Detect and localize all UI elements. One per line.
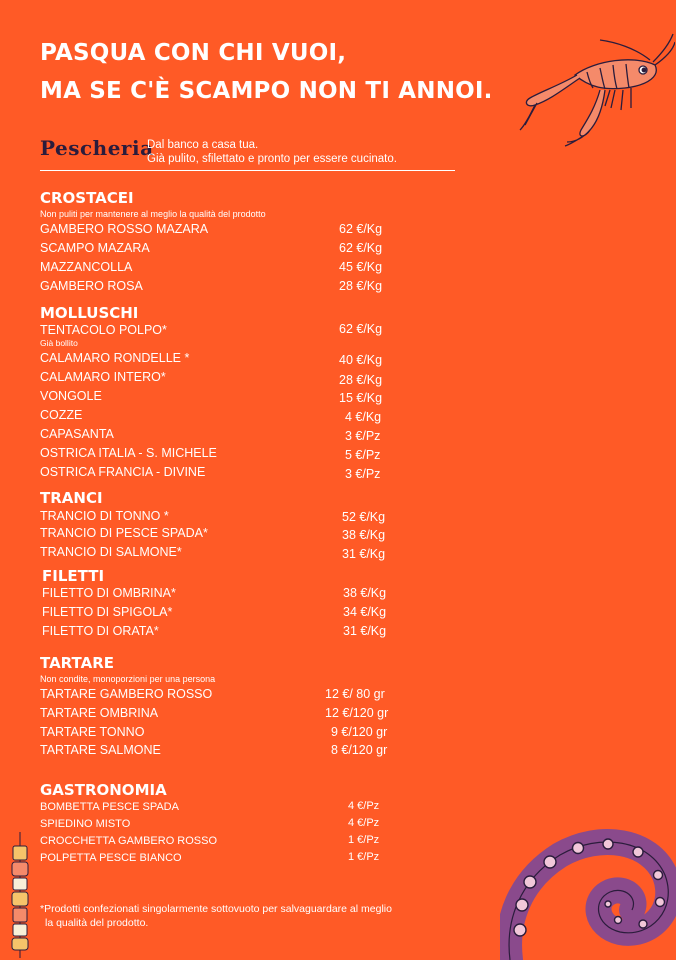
item-note: Già bollito	[40, 338, 78, 348]
item-price: 1 €/Pz	[348, 851, 380, 863]
section-note-crostacei: Non puliti per mantenere al meglio la qualità del prodotto	[40, 209, 266, 219]
item-name: MAZZANCOLLA	[40, 260, 133, 274]
shrimp-illustration	[515, 30, 675, 160]
item-price: 38 €/Kg	[342, 528, 386, 542]
section-title-filetti: FILETTI	[42, 567, 105, 585]
section-title-molluschi: MOLLUSCHI	[40, 304, 139, 322]
item-name: BOMBETTA PESCE SPADA	[40, 801, 179, 813]
item-price: 15 €/Kg	[339, 391, 383, 405]
item-name: TARTARE TONNO	[40, 725, 145, 739]
item-name: VONGOLE	[40, 389, 102, 403]
brand-logo: Pescheria	[40, 136, 154, 160]
item-name: OSTRICA FRANCIA - DIVINE	[40, 465, 206, 479]
footnote-line-1: *Prodotti confezionati singolarmente sottovuoto per salvaguardare al meglio	[40, 903, 392, 915]
section-title-gastronomia: GASTRONOMIA	[40, 781, 167, 799]
item-name: SCAMPO MAZARA	[40, 241, 150, 255]
item-price: 4 €/Pz	[348, 817, 380, 829]
item-price: 8 €/120 gr	[331, 743, 388, 757]
octopus-tentacle-illustration	[500, 820, 676, 960]
item-price: 1 €/Pz	[348, 834, 380, 846]
footnote	[40, 902, 480, 930]
section-title-tartare: TARTARE	[40, 654, 115, 672]
item-price: 4 €/Pz	[348, 800, 380, 812]
item-price: 4 €/Kg	[345, 410, 382, 424]
item-price: 40 €/Kg	[339, 353, 383, 367]
item-name: COZZE	[40, 408, 83, 422]
item-price: 62 €/Kg	[339, 322, 383, 336]
item-name: FILETTO DI OMBRINA*	[42, 586, 176, 600]
item-name: POLPETTA PESCE BIANCO	[40, 852, 182, 864]
item-name: CALAMARO RONDELLE *	[40, 351, 190, 365]
item-name: GAMBERO ROSA	[40, 279, 143, 293]
brand-tagline-line-2: Già pulito, sfilettato e pronto per essere cucinato.	[147, 153, 397, 165]
headline-line-2: MA SE C'È SCAMPO NON TI ANNOI.	[40, 78, 493, 104]
item-price: 31 €/Kg	[343, 624, 387, 638]
section-title-tranci: TRANCI	[40, 489, 103, 507]
item-name: FILETTO DI ORATA*	[42, 624, 159, 638]
item-price: 34 €/Kg	[343, 605, 387, 619]
item-name: FILETTO DI SPIGOLA*	[42, 605, 173, 619]
item-name: OSTRICA ITALIA - S. MICHELE	[40, 446, 217, 460]
item-price: 12 €/120 gr	[325, 706, 389, 720]
item-name: TRANCIO DI PESCE SPADA*	[40, 526, 208, 540]
item-price: 28 €/Kg	[339, 373, 383, 387]
item-price: 31 €/Kg	[342, 547, 386, 561]
section-note-tartare: Non condite, monoporzioni per una persona	[40, 674, 216, 684]
item-price: 3 €/Pz	[345, 429, 381, 443]
item-price: 52 €/Kg	[342, 510, 386, 524]
item-name: SPIEDINO MISTO	[40, 818, 131, 830]
item-price: 28 €/Kg	[339, 279, 383, 293]
item-name: TRANCIO DI TONNO *	[40, 509, 169, 523]
footnote-line-2: la qualità del prodotto.	[45, 917, 149, 929]
item-price: 9 €/120 gr	[331, 725, 388, 739]
item-price: 45 €/Kg	[339, 260, 383, 274]
item-price: 62 €/Kg	[339, 222, 383, 236]
item-name: TARTARE SALMONE	[40, 743, 161, 757]
item-name: TARTARE OMBRINA	[40, 706, 159, 720]
item-price: 62 €/Kg	[339, 241, 383, 255]
item-price: 12 €/ 80 gr	[325, 687, 385, 701]
item-name: TRANCIO DI SALMONE*	[40, 545, 182, 559]
item-name: CAPASANTA	[40, 427, 114, 441]
item-price: 38 €/Kg	[343, 586, 387, 600]
item-name: GAMBERO ROSSO MAZARA	[40, 222, 209, 236]
item-name: CROCCHETTA GAMBERO ROSSO	[40, 835, 218, 847]
headline-line-1: PASQUA CON CHI VUOI,	[40, 40, 347, 66]
section-title-crostacei: CROSTACEI	[40, 189, 134, 207]
headline	[40, 34, 520, 110]
brand-divider	[40, 170, 455, 171]
skewer-illustration	[4, 832, 36, 958]
brand-tagline	[147, 138, 397, 166]
item-name: CALAMARO INTERO*	[40, 370, 166, 384]
brand-tagline-line-1: Dal banco a casa tua.	[147, 139, 259, 151]
item-name: TENTACOLO POLPO*	[40, 323, 167, 337]
item-name: TARTARE GAMBERO ROSSO	[40, 687, 213, 701]
item-price: 5 €/Pz	[345, 448, 381, 462]
item-price: 3 €/Pz	[345, 467, 381, 481]
